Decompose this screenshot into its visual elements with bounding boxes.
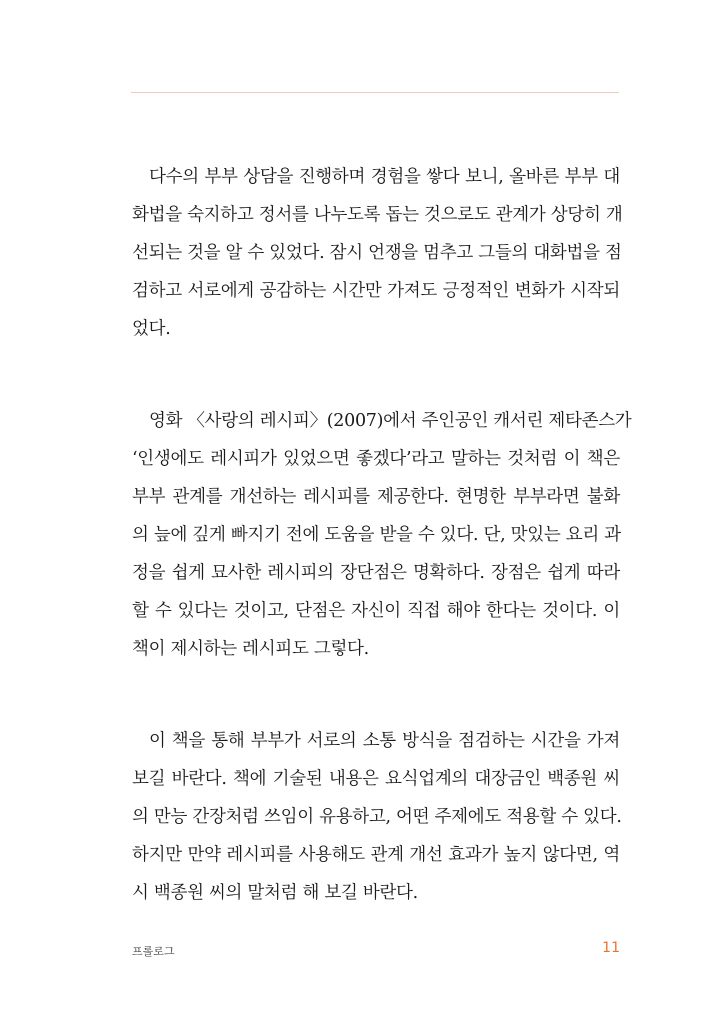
text-line: ‘인생에도 레시피가 있었으면 좋겠다’라고 말하는 것처럼 이 책은 xyxy=(132,449,620,469)
prologue-text xyxy=(132,158,632,966)
text-line: 의 늪에 깊게 빠지기 전에 도움을 받을 수 있다. 단, 맛있는 요리 과 xyxy=(132,525,621,545)
text-line: 정을 쉽게 묘사한 레시피의 장단점은 명확하다. 장점은 쉽게 따라 xyxy=(132,563,620,583)
text-line: 이 책을 통해 부부가 서로의 소통 방식을 점검하는 시간을 가져 xyxy=(149,731,620,751)
text-line: 화법을 숙지하고 정서를 나누도록 돕는 것으로도 관계가 상당히 개 xyxy=(132,205,623,225)
text-line: 하지만 만약 레시피를 사용해도 관계 개선 효과가 높지 않다면, 역 xyxy=(132,845,620,865)
footer-section-title: 프롤로그 xyxy=(132,945,175,958)
text-line: 시 백종원 씨의 말처럼 해 보길 바란다. xyxy=(132,883,418,903)
text-line: 선되는 것을 알 수 있었다. 잠시 언쟁을 멈추고 그들의 대화법을 점 xyxy=(132,243,622,263)
text-line: 부부 관계를 개선하는 레시피를 제공한다. 현명한 부부라면 불화 xyxy=(132,487,620,507)
paragraph-3 xyxy=(132,722,620,912)
paragraph-1 xyxy=(132,158,623,348)
text-line: 영화 〈사랑의 레시피〉(2007)에서 주인공인 캐서린 제타존스가 xyxy=(149,411,632,431)
text-line: 보길 바란다. 책에 기술된 내용은 요식업계의 대장금인 백종원 씨 xyxy=(132,769,620,789)
paragraph-2 xyxy=(132,402,632,668)
text-line: 다수의 부부 상담을 진행하며 경험을 쌓다 보니, 올바른 부부 대 xyxy=(149,167,620,187)
page-number: 11 xyxy=(602,940,620,956)
text-line: 었다. xyxy=(132,319,171,339)
header-rule xyxy=(131,92,619,93)
text-line: 할 수 있다는 것이고, 단점은 자신이 직접 해야 한다는 것이다. 이 xyxy=(132,601,620,621)
text-line: 의 만능 간장처럼 쓰임이 유용하고, 어떤 주제에도 적용할 수 있다. xyxy=(132,807,622,827)
text-line: 검하고 서로에게 공감하는 시간만 가져도 긍정적인 변화가 시작되 xyxy=(132,281,620,301)
text-line: 책이 제시하는 레시피도 그렇다. xyxy=(132,639,369,659)
